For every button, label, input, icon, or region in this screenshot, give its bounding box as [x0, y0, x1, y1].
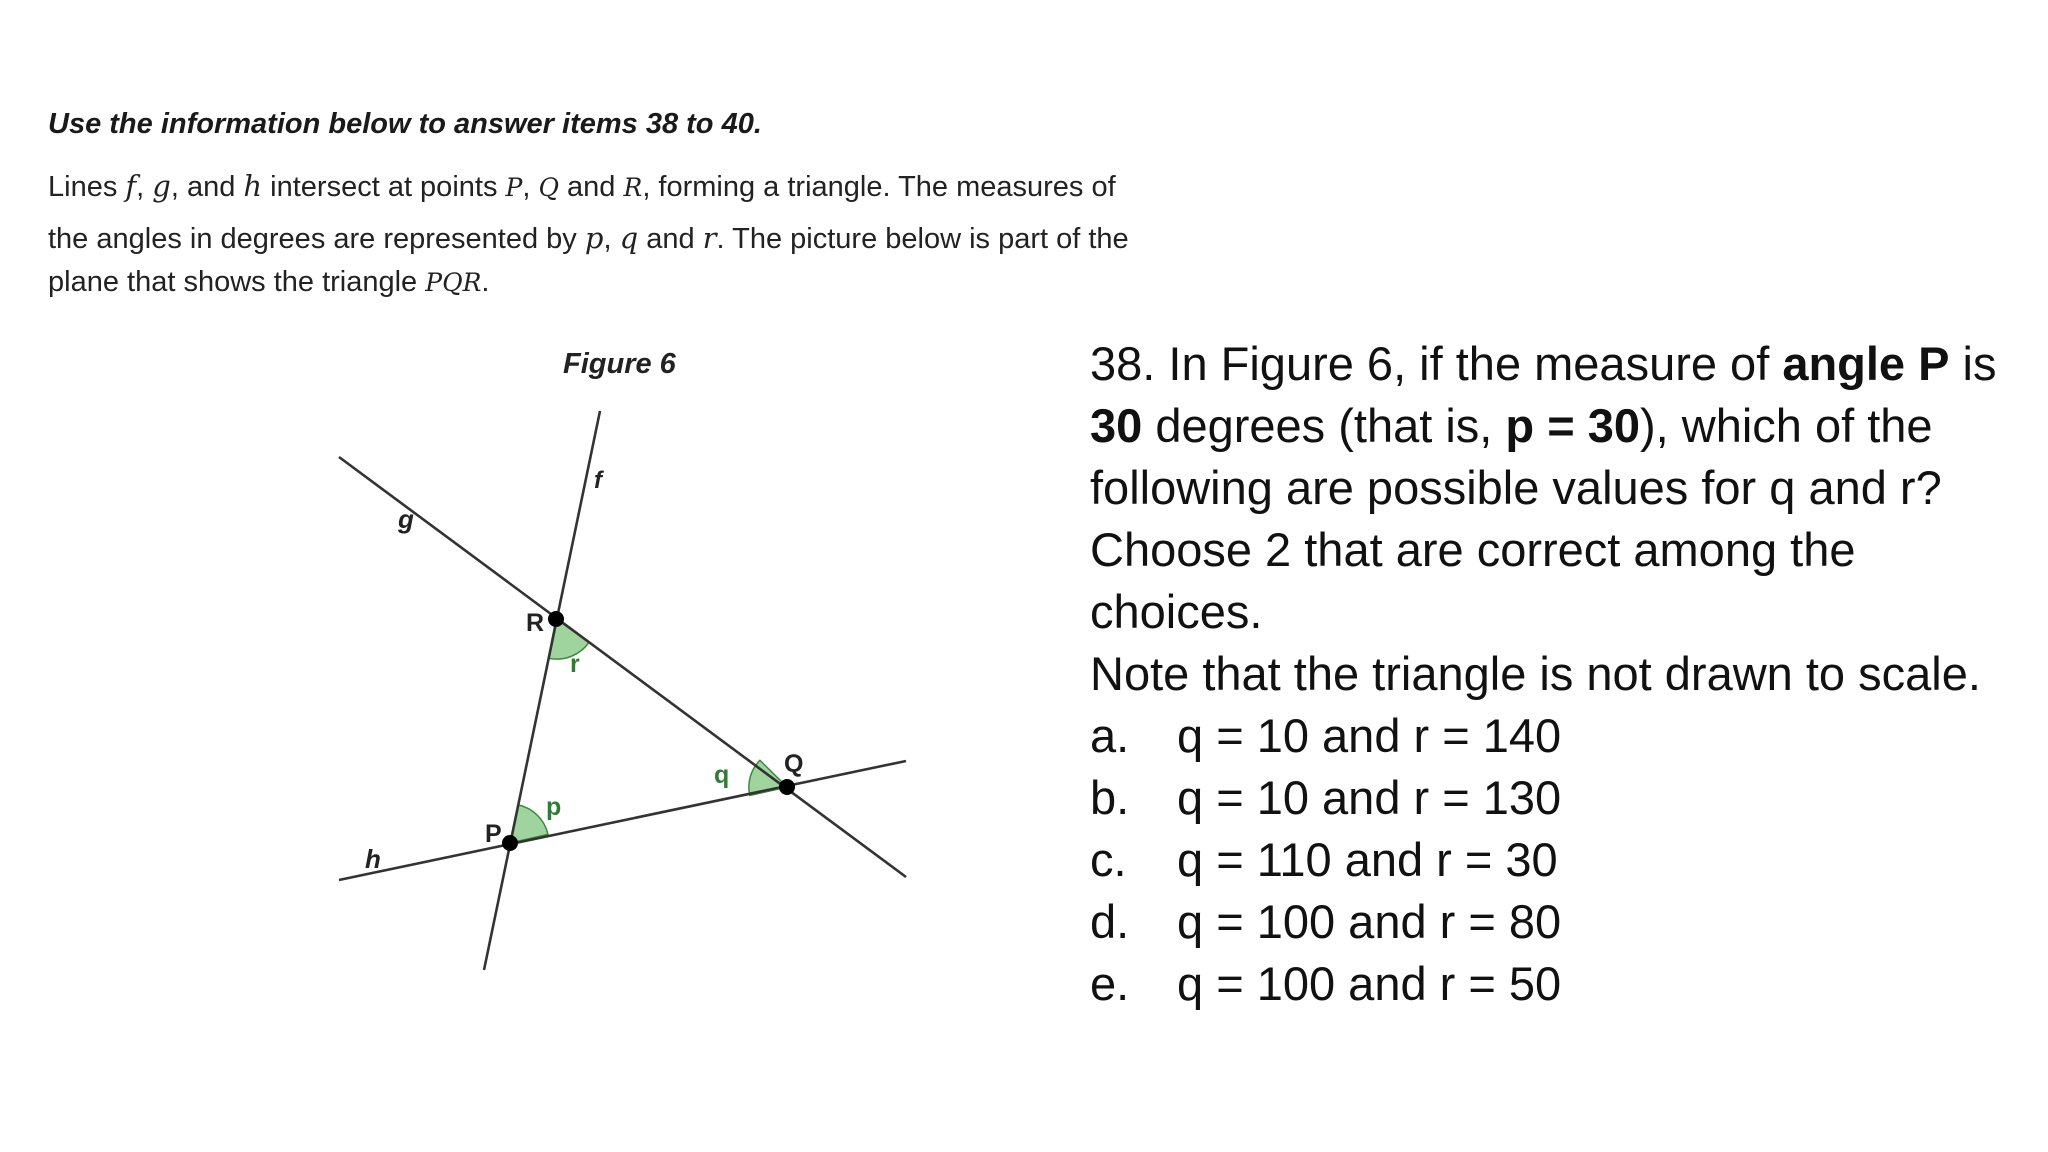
choice-text: q = 110 and r = 30 — [1177, 833, 1558, 886]
point-q — [779, 779, 795, 795]
choice-b[interactable] — [1090, 767, 2030, 829]
line-label-f: f — [594, 467, 602, 494]
choice-text: q = 100 and r = 50 — [1177, 957, 1562, 1010]
question-text: 38. In Figure 6, if the measure of angle P is 30 degrees (that is, p = 30), which of the following are possible values for q and r? Choose 2 that are correct among the choices. — [1090, 337, 1997, 638]
line-g — [339, 457, 906, 877]
intro-line-1: Lines f, g, and h intersect at points P, Q and R, forming a triangle. The measures of — [48, 169, 1116, 203]
angle-label-r: r — [570, 650, 580, 678]
choice-letter: b. — [1090, 771, 1130, 824]
choice-letter: c. — [1090, 833, 1127, 886]
line-f — [484, 411, 600, 970]
question-note: Note that the triangle is not drawn to scale. — [1090, 647, 1981, 700]
figure-title: Figure 6 — [563, 348, 676, 380]
choice-text: q = 10 and r = 140 — [1177, 709, 1562, 762]
question-block — [1090, 333, 2030, 1015]
line-label-g: g — [398, 504, 414, 534]
line-h — [339, 761, 906, 880]
angle-label-p: p — [546, 793, 562, 821]
choice-d[interactable] — [1090, 891, 2030, 953]
intro-line-3: plane that shows the triangle PQR. — [48, 266, 490, 298]
choice-letter: e. — [1090, 957, 1130, 1010]
line-label-h: h — [365, 844, 381, 874]
choice-letter: d. — [1090, 895, 1130, 948]
point-label-q: Q — [784, 750, 804, 778]
point-label-p: P — [485, 820, 502, 848]
point-p — [502, 835, 518, 851]
choice-text: q = 10 and r = 130 — [1177, 771, 1562, 824]
intro-line-2: the angles in degrees are represented by p, q and r. The picture below is part of the — [48, 221, 1129, 255]
choice-c[interactable] — [1090, 829, 2030, 891]
point-label-r: R — [526, 609, 545, 637]
choice-letter: a. — [1090, 709, 1130, 762]
angle-label-q: q — [714, 761, 730, 789]
choice-text: q = 100 and r = 80 — [1177, 895, 1562, 948]
intro-heading: Use the information below to answer items 38 to 40. — [48, 108, 762, 140]
choice-a[interactable] — [1090, 705, 2030, 767]
point-r — [548, 611, 564, 627]
choice-e[interactable] — [1090, 953, 2030, 1015]
